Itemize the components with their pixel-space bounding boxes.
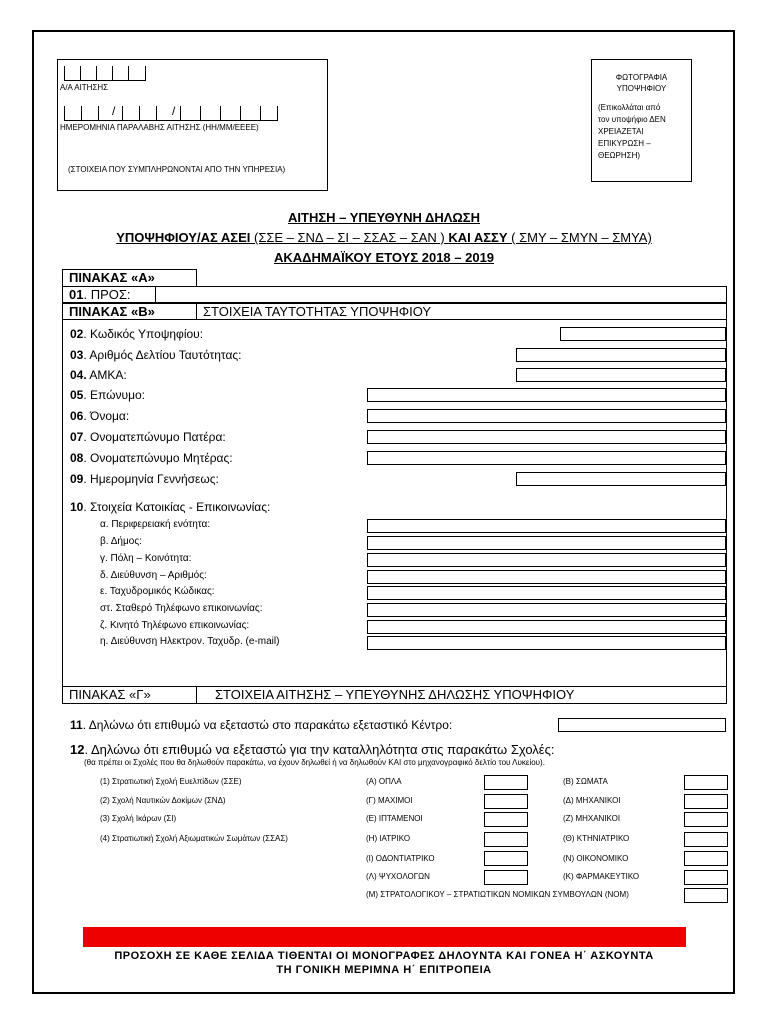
- option-checkbox[interactable]: [684, 812, 728, 827]
- option-label: (Κ) ΦΑΡΜΑΚΕΥΤΙΚΟ: [563, 872, 640, 881]
- contact-label: ζ. Κινητό Τηλέφωνο επικοινωνίας:: [100, 620, 250, 631]
- first-name-input[interactable]: [367, 409, 726, 423]
- city-input[interactable]: [367, 553, 726, 567]
- option-label: (Μ) ΣΤΡΑΤΟΛΟΓΙΚΟΥ – ΣΤΡΑΤΙΩΤΙΚΩΝ ΝΟΜΙΚΩΝ ΣΥΜΒΟΥΛΩΝ (ΝΟΜ): [366, 890, 629, 899]
- school-label: (1) Στρατιωτική Σχολή Ευελπίδων (ΣΣΕ): [100, 777, 242, 786]
- table-a-header: ΠΙΝΑΚΑΣ «Α»: [62, 269, 197, 286]
- photo-title: ΦΩΤΟΓΡΑΦΙΑ: [615, 73, 668, 82]
- school-label: (4) Στρατιωτική Σχολή Αξιωματικών Σωμάτων (ΣΣΑΣ): [100, 834, 288, 843]
- address-input[interactable]: [367, 570, 726, 584]
- option-checkbox[interactable]: [684, 888, 728, 903]
- option-label: (Α) ΟΠΛΑ: [366, 777, 402, 786]
- exam-center-input[interactable]: [558, 718, 726, 732]
- option-label: (Ζ) ΜΗΧΑΝΙΚΟΙ: [563, 814, 621, 823]
- contact-label: α. Περιφερειακή ενότητα:: [100, 519, 211, 530]
- table-border: [726, 320, 727, 687]
- postal-code-input[interactable]: [367, 586, 726, 600]
- field-label-02: 02. Κωδικός Υποψηφίου:: [70, 327, 204, 341]
- birth-date-input[interactable]: [516, 472, 726, 486]
- table-b-title: ΣΤΟΙΧΕΙΑ ΤΑΥΤΟΤΗΤΑΣ ΥΠΟΨΗΦΙΟΥ: [203, 304, 432, 319]
- contact-label: στ. Σταθερό Τηλέφωνο επικοινωνίας:: [100, 603, 263, 614]
- photo-note: τον υποψήφιο ΔΕΝ: [598, 115, 666, 124]
- option-label: (Γ) ΜΑΧΙΜΟΙ: [366, 796, 413, 805]
- photo-note: ΘΕΩΡΗΣΗ): [598, 151, 641, 160]
- contact-label: δ. Διεύθυνση – Αριθμός:: [100, 570, 207, 581]
- photo-note: (Επικολλάται από: [598, 103, 661, 112]
- warning-bar: [83, 927, 686, 947]
- mobile-input[interactable]: [367, 620, 726, 634]
- photo-box[interactable]: [591, 59, 692, 182]
- option-checkbox[interactable]: [684, 851, 728, 866]
- municipality-input[interactable]: [367, 536, 726, 550]
- option-label: (Ε) ΙΠΤΑΜΕΝΟΙ: [366, 814, 423, 823]
- region-input[interactable]: [367, 519, 726, 533]
- field-label-09: 09. Ημερομηνία Γεννήσεως:: [70, 472, 219, 486]
- q12-label: 12. Δηλώνω ότι επιθυμώ να εξεταστώ για την καταλληλότητα στις παρακάτω Σχολές:: [70, 742, 555, 757]
- form-title: ΑΙΤΗΣΗ – ΥΠΕΥΘΥΝΗ ΔΗΛΩΣΗ: [288, 210, 480, 225]
- table-c-title: ΣΤΟΙΧΕΙΑ ΑΙΤΗΣΗΣ – ΥΠΕΥΘΥΝΗΣ ΔΗΛΩΣΗΣ ΥΠΟΨΗΦΙΟΥ: [215, 687, 575, 702]
- contact-label: γ. Πόλη – Κοινότητα:: [100, 553, 192, 564]
- mother-name-input[interactable]: [367, 451, 726, 465]
- footer-warning: ΤΗ ΓΟΝΙΚΗ ΜΕΡΙΜΝΑ Η΄ ΕΠΙΤΡΟΠΕΙΑ: [276, 964, 492, 976]
- option-label: (Δ) ΜΗΧΑΝΙΚΟΙ: [563, 796, 621, 805]
- school-label: (3) Σχολή Ικάρων (ΣΙ): [100, 814, 177, 823]
- field-label-07: 07. Ονοματεπώνυμο Πατέρα:: [70, 430, 226, 444]
- field-label-06: 06. Όνομα:: [70, 409, 130, 423]
- footer-warning: ΠΡΟΣΟΧΗ ΣΕ ΚΑΘΕ ΣΕΛΙΔΑ ΤΙΘΕΝΤΑΙ ΟΙ ΜΟΝΟΓΡΑΦΕΣ ΔΗΛΟΥΝΤΑ ΚΑΙ ΓΟΝΕΑ Η΄ ΑΣΚΟΥΝΤΑ: [114, 950, 654, 962]
- option-label: (Ν) ΟΙΚΟΝΟΜΙΚΟ: [563, 854, 629, 863]
- option-checkbox[interactable]: [484, 851, 528, 866]
- id-card-input[interactable]: [516, 348, 726, 362]
- contact-label: β. Δήμος:: [100, 536, 142, 547]
- field-label-05: 05. Επώνυμο:: [70, 388, 145, 402]
- academic-year: ΑΚΑΔΗΜΑΪΚΟΥ ΕΤΟΥΣ 2018 – 2019: [273, 250, 495, 265]
- option-checkbox[interactable]: [484, 775, 528, 790]
- school-label: (2) Σχολή Ναυτικών Δοκίμων (ΣΝΔ): [100, 796, 226, 805]
- field-label-03: 03. Αριθμός Δελτίου Ταυτότητας:: [70, 348, 242, 362]
- application-number-label: Α/Α ΑΙΤΗΣΗΣ: [60, 83, 109, 92]
- date-separator: /: [112, 104, 116, 118]
- surname-input[interactable]: [367, 388, 726, 402]
- option-label: (Λ) ΨΥΧΟΛΟΓΩΝ: [366, 872, 430, 881]
- photo-title: ΥΠΟΨΗΦΙΟΥ: [616, 84, 667, 93]
- field-label-04: 04. ΑΜΚΑ:: [70, 368, 127, 382]
- landline-input[interactable]: [367, 603, 726, 617]
- field-label-08: 08. Ονοματεπώνυμο Μητέρας:: [70, 451, 233, 465]
- application-number-field[interactable]: [64, 66, 146, 81]
- field-label-10: 10. Στοιχεία Κατοικίας - Επικοινωνίας:: [70, 500, 271, 514]
- receipt-date-field[interactable]: [64, 106, 278, 121]
- option-label: (Θ) ΚΤΗΝΙΑΤΡΙΚΟ: [563, 834, 630, 843]
- office-use-note: (ΣΤΟΙΧΕΙΑ ΠΟΥ ΣΥΜΠΛΗΡΩΝΟΝΤΑΙ ΑΠΟ ΤΗΝ ΥΠΗΡΕΣΙΑ): [68, 165, 286, 174]
- option-checkbox[interactable]: [484, 832, 528, 847]
- contact-label: η. Διεύθυνση Ηλεκτρον. Ταχυδρ. (e-mail): [100, 636, 280, 647]
- option-checkbox[interactable]: [484, 870, 528, 885]
- photo-note: ΧΡΕΙΑΖΕΤΑΙ: [598, 127, 644, 136]
- option-checkbox[interactable]: [684, 794, 728, 809]
- date-separator: /: [172, 104, 176, 118]
- option-label: (Ι) ΟΔΟΝΤΙΑΤΡΙΚΟ: [366, 854, 435, 863]
- table-border: [62, 320, 63, 687]
- table-a-row-01: 01. ΠΡΟΣ:: [62, 286, 727, 303]
- receipt-date-label: ΗΜΕΡΟΜΗΝΙΑ ΠΑΡΑΛΑΒΗΣ ΑΙΤΗΣΗΣ (ΗΗ/ΜΜ/ΕΕΕΕ): [60, 123, 259, 132]
- option-checkbox[interactable]: [684, 832, 728, 847]
- option-label: (Β) ΣΩΜΑΤΑ: [563, 777, 608, 786]
- contact-label: ε. Ταχυδρομικός Κώδικας:: [100, 586, 215, 597]
- option-checkbox[interactable]: [684, 775, 728, 790]
- office-use-box: [57, 59, 328, 191]
- table-b-header: ΠΙΝΑΚΑΣ «Β» ΣΤΟΙΧΕΙΑ ΤΑΥΤΟΤΗΤΑΣ ΥΠΟΨΗΦΙΟΥ: [62, 303, 727, 320]
- option-label: (Η) ΙΑΤΡΙΚΟ: [366, 834, 411, 843]
- candidate-code-input[interactable]: [560, 327, 726, 341]
- q11-label: 11. Δηλώνω ότι επιθυμώ να εξεταστώ στο παρακάτω εξεταστικό Κέντρο:: [70, 718, 453, 732]
- table-c-header: ΠΙΝΑΚΑΣ «Γ» ΣΤΟΙΧΕΙΑ ΑΙΤΗΣΗΣ – ΥΠΕΥΘΥΝΗΣ ΔΗΛΩΣΗΣ ΥΠΟΨΗΦΙΟΥ: [62, 686, 727, 704]
- option-checkbox[interactable]: [484, 794, 528, 809]
- option-checkbox[interactable]: [484, 812, 528, 827]
- father-name-input[interactable]: [367, 430, 726, 444]
- amka-input[interactable]: [516, 368, 726, 382]
- form-subtitle: ΥΠΟΨΗΦΙΟΥ/ΑΣ ΑΣΕΙ (ΣΣΕ – ΣΝΔ – ΣΙ – ΣΣΑΣ – ΣΑΝ ) ΚΑΙ ΑΣΣΥ ( ΣΜΥ – ΣΜΥΝ – ΣΜΥΑ): [116, 230, 652, 245]
- option-checkbox[interactable]: [684, 870, 728, 885]
- email-input[interactable]: [367, 636, 726, 650]
- q12-note: (θα πρέπει οι Σχολές που θα δηλωθούν παρακάτω, να έχουν δηλωθεί ή να δηλωθούν ΚΑΙ στο μηχανογραφικό δελτίο του Λυκείου).: [84, 758, 545, 767]
- photo-note: ΕΠΙΚΥΡΩΣΗ –: [598, 139, 651, 148]
